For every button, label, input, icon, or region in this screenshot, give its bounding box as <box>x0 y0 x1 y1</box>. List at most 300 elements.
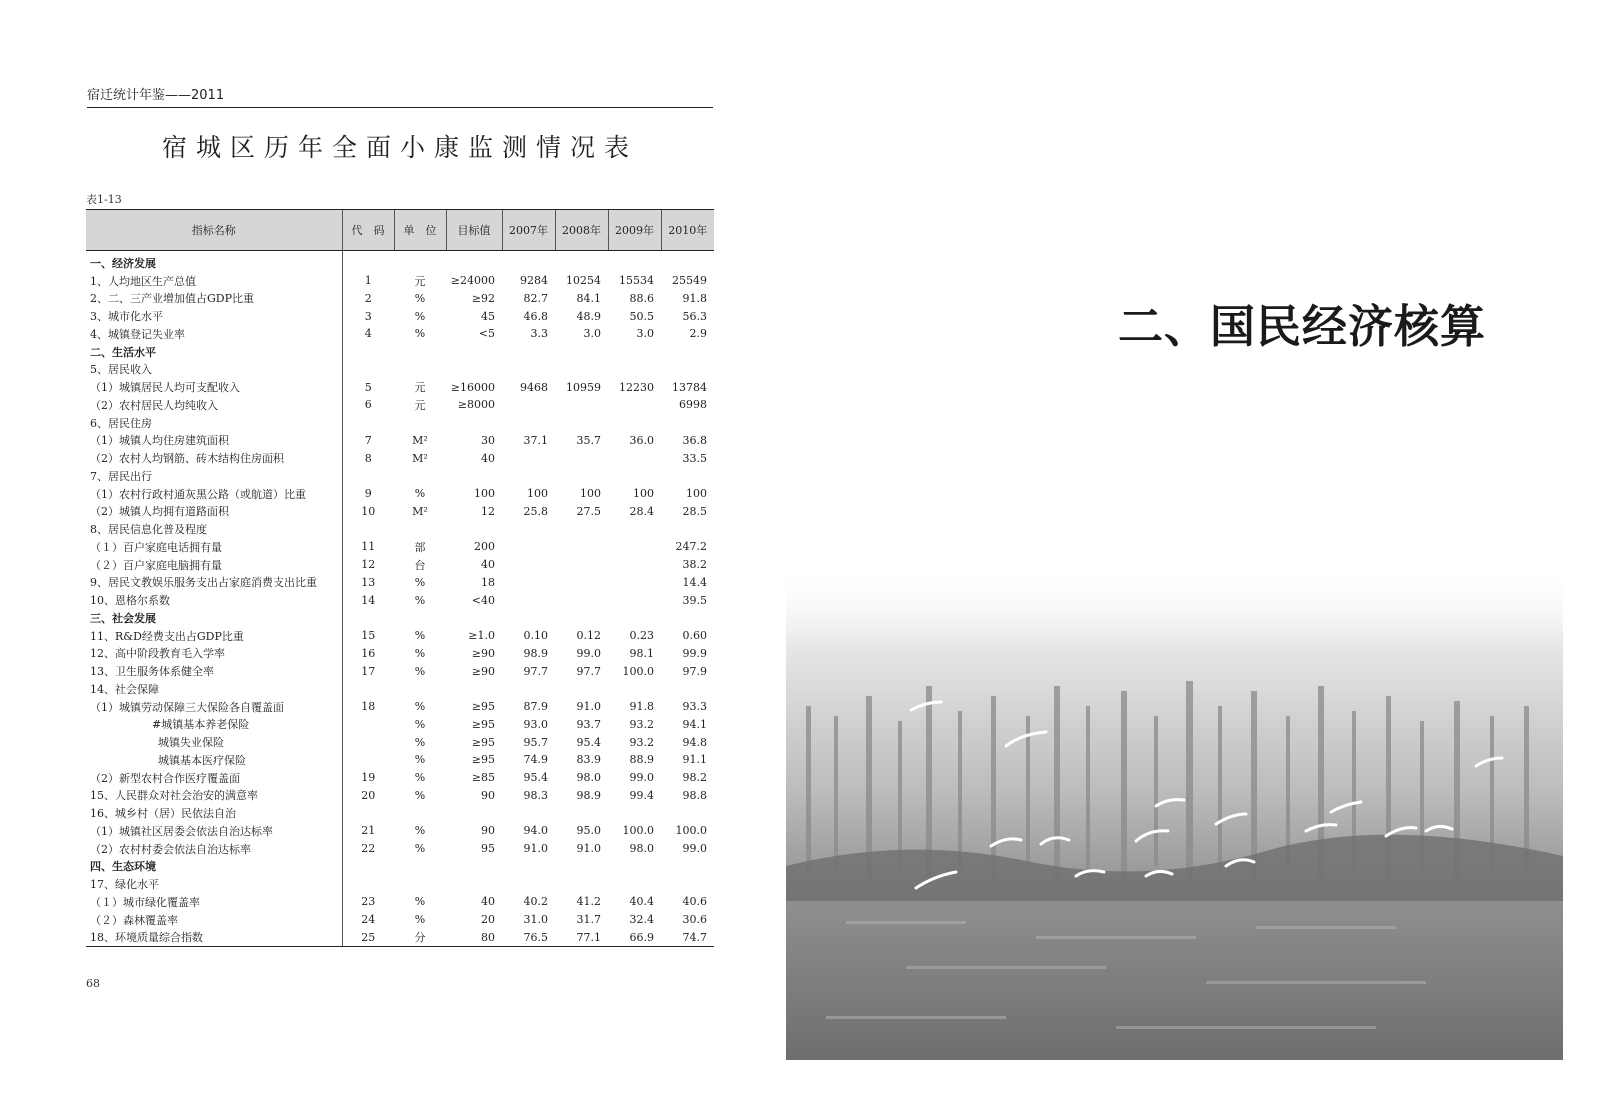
table-row <box>86 733 714 751</box>
row-2007-cell: 98.9 <box>523 646 548 660</box>
row-code-cell: 19 <box>342 769 394 787</box>
row-2008-cell: 95.4 <box>576 735 601 749</box>
row-target-cell <box>446 414 502 432</box>
row-2010-cell <box>661 361 714 379</box>
row-name-cell: 5、居民收入 <box>90 363 152 377</box>
row-unit-cell <box>394 609 446 627</box>
row-2008-cell <box>555 858 608 876</box>
row-2009-cell <box>608 538 661 556</box>
row-2008-cell: 99.0 <box>576 646 601 660</box>
row-name-cell: #城镇基本养老保险 <box>152 718 250 732</box>
row-unit-cell: 分 <box>394 929 446 947</box>
row-code-cell: 24 <box>342 911 394 929</box>
statistics-table <box>86 209 714 947</box>
table-row <box>86 325 714 343</box>
row-2008-cell <box>555 591 608 609</box>
row-target-cell: 40 <box>481 558 495 572</box>
row-code-cell: 20 <box>342 787 394 805</box>
table-row <box>86 538 714 556</box>
row-code-cell: 3 <box>342 307 394 325</box>
row-unit-cell: % <box>414 593 426 607</box>
row-target-cell <box>446 251 502 272</box>
row-code-cell: 5 <box>342 378 394 396</box>
row-unit-cell: % <box>414 575 426 589</box>
row-target-cell: <5 <box>478 327 495 341</box>
row-2008-cell: 95.0 <box>576 824 601 838</box>
row-2010-cell: 25549 <box>672 274 707 288</box>
row-2007-cell <box>502 414 555 432</box>
row-code-cell <box>342 804 394 822</box>
row-name-cell: 7、居民出行 <box>90 469 152 483</box>
row-2007-cell <box>502 556 555 574</box>
row-target-cell <box>446 520 502 538</box>
row-name-cell: （１）城市绿化覆盖率 <box>90 895 200 909</box>
row-2010-cell: 74.7 <box>661 929 714 947</box>
row-2007-cell: 87.9 <box>523 700 548 714</box>
row-target-cell <box>446 343 502 361</box>
row-unit-cell <box>394 804 446 822</box>
row-code-cell: 12 <box>342 556 394 574</box>
row-unit-cell <box>394 251 446 272</box>
row-2007-cell <box>502 609 555 627</box>
column-header-unit: 单 位 <box>394 210 446 251</box>
row-2009-cell: 98.0 <box>629 842 654 856</box>
row-2008-cell <box>555 574 608 592</box>
row-code-cell: 25 <box>342 929 394 947</box>
row-code-cell: 2 <box>342 290 394 308</box>
row-name-cell: 2、二、三产业增加值占GDP比重 <box>90 292 255 306</box>
row-code-cell <box>342 414 394 432</box>
row-code-cell: 4 <box>342 325 394 343</box>
row-2008-cell <box>555 449 608 467</box>
row-2008-cell <box>555 361 608 379</box>
row-2007-cell: 91.0 <box>523 842 548 856</box>
row-code-cell <box>342 751 394 769</box>
table-row <box>86 503 714 521</box>
row-2009-cell <box>608 556 661 574</box>
row-2007-cell <box>502 449 555 467</box>
row-target-cell: 80 <box>446 929 502 947</box>
row-target-cell: ≥95 <box>471 753 495 767</box>
row-unit-cell: 元 <box>414 398 426 412</box>
row-unit-cell: M² <box>412 451 428 465</box>
row-unit-cell: % <box>414 913 426 927</box>
row-2009-cell: 32.4 <box>629 913 654 927</box>
table-row <box>86 680 714 698</box>
row-name-cell: 17、绿化水平 <box>90 878 159 892</box>
row-2009-cell: 99.0 <box>629 771 654 785</box>
row-2009-cell <box>608 361 661 379</box>
row-2009-cell: 28.4 <box>629 504 654 518</box>
row-target-cell: 20 <box>481 913 495 927</box>
row-target-cell <box>446 858 502 876</box>
row-2008-cell: 91.0 <box>576 700 601 714</box>
row-unit-cell: % <box>414 753 426 767</box>
row-2009-cell <box>608 467 661 485</box>
row-unit-cell <box>394 875 446 893</box>
row-2007-cell: 82.7 <box>523 291 548 305</box>
row-2008-cell <box>555 467 608 485</box>
row-unit-cell <box>394 858 446 876</box>
row-unit-cell <box>394 520 446 538</box>
row-target-cell <box>446 361 502 379</box>
row-2007-cell <box>502 875 555 893</box>
row-unit-cell: % <box>414 327 426 341</box>
row-2010-cell <box>661 343 714 361</box>
row-2009-cell <box>608 574 661 592</box>
row-code-cell <box>342 733 394 751</box>
table-row <box>86 485 714 503</box>
row-2008-cell: 3.0 <box>583 327 601 341</box>
row-2007-cell: 25.8 <box>523 504 548 518</box>
row-code-cell <box>342 361 394 379</box>
chapter-title: 二、国民经济核算 <box>1118 300 1487 353</box>
table-row <box>86 893 714 911</box>
row-2009-cell <box>608 875 661 893</box>
row-2008-cell <box>555 538 608 556</box>
row-2007-cell: 95.4 <box>523 771 548 785</box>
table-row <box>86 911 714 929</box>
row-2009-cell: 40.4 <box>629 895 654 909</box>
table-row <box>86 751 714 769</box>
row-2009-cell: 88.6 <box>629 291 654 305</box>
row-2009-cell: 100 <box>633 487 654 501</box>
row-2008-cell: 48.9 <box>576 309 601 323</box>
row-2008-cell <box>555 396 608 414</box>
row-2007-cell <box>502 804 555 822</box>
row-2008-cell: 41.2 <box>576 895 601 909</box>
row-2010-cell: 100 <box>686 487 707 501</box>
row-2010-cell: 97.9 <box>682 664 707 678</box>
row-unit-cell: % <box>414 735 426 749</box>
row-target-cell: 90 <box>481 824 495 838</box>
table-row <box>86 361 714 379</box>
table-row <box>86 556 714 574</box>
row-2007-cell: 95.7 <box>523 735 548 749</box>
row-code-cell <box>342 875 394 893</box>
row-2007-cell <box>502 591 555 609</box>
row-2007-cell <box>502 467 555 485</box>
row-2008-cell: 31.7 <box>576 913 601 927</box>
row-code-cell <box>342 520 394 538</box>
row-unit-cell: 元 <box>414 274 426 288</box>
row-target-cell: 40 <box>481 895 495 909</box>
row-2009-cell <box>608 804 661 822</box>
row-name-cell: 城镇基本医疗保险 <box>158 753 246 767</box>
table-row <box>86 414 714 432</box>
row-code-cell: 17 <box>342 662 394 680</box>
row-target-cell: ≥24000 <box>450 274 495 288</box>
table-title: 宿城区历年全面小康监测情况表 <box>161 133 638 162</box>
row-2008-cell <box>555 556 608 574</box>
row-unit-cell: % <box>414 664 426 678</box>
row-2007-cell: 100 <box>527 487 548 501</box>
row-unit-cell: 部 <box>414 540 426 554</box>
row-unit-cell: % <box>414 291 426 305</box>
row-code-cell <box>342 609 394 627</box>
row-target-cell: 12 <box>481 504 495 518</box>
row-name-cell: 13、卫生服务体系健全率 <box>90 665 214 679</box>
row-unit-cell: M² <box>412 504 428 518</box>
row-2009-cell: 3.0 <box>636 327 654 341</box>
row-2010-cell: 99.9 <box>682 646 707 660</box>
row-target-cell: ≥90 <box>471 646 495 660</box>
row-2009-cell <box>608 343 661 361</box>
row-code-cell <box>342 467 394 485</box>
row-2008-cell: 91.0 <box>576 842 601 856</box>
row-2010-cell: 0.60 <box>682 629 707 643</box>
row-2007-cell <box>502 396 555 414</box>
row-target-cell: 95 <box>481 842 495 856</box>
row-2008-cell: 98.0 <box>576 771 601 785</box>
row-name-cell: （2）农村人均钢筋、砖木结构住房面积 <box>90 452 284 466</box>
row-unit-cell: % <box>414 700 426 714</box>
row-target-cell: ≥95 <box>471 700 495 714</box>
row-2009-cell <box>608 449 661 467</box>
row-2010-cell: 99.0 <box>682 842 707 856</box>
row-2009-cell: 50.5 <box>629 309 654 323</box>
table-body <box>86 251 714 947</box>
row-2007-cell: 46.8 <box>523 309 548 323</box>
row-name-cell: 9、居民文教娱乐服务支出占家庭消费支出比重 <box>90 576 317 590</box>
row-2008-cell <box>555 804 608 822</box>
row-2010-cell <box>661 609 714 627</box>
table-row <box>86 627 714 645</box>
row-target-cell <box>446 804 502 822</box>
row-name-cell: 15、人民群众对社会治安的满意率 <box>90 789 258 803</box>
row-2007-cell <box>502 251 555 272</box>
row-unit-cell: % <box>414 309 426 323</box>
row-2008-cell: 100 <box>580 487 601 501</box>
row-2010-cell: 94.1 <box>682 717 707 731</box>
row-name-cell: （1）农村行政村通灰黑公路（或航道）比重 <box>90 487 306 501</box>
row-name-cell: 1、人均地区生产总值 <box>90 274 196 288</box>
row-unit-cell: 台 <box>414 558 426 572</box>
row-2007-cell: 0.10 <box>523 629 548 643</box>
row-2010-cell: 100.0 <box>675 824 707 838</box>
row-name-cell: 12、高中阶段教育毛入学率 <box>90 647 225 661</box>
row-2010-cell <box>661 804 714 822</box>
row-2010-cell <box>661 414 714 432</box>
row-name-cell: （２）森林覆盖率 <box>90 913 178 927</box>
row-target-cell: ≥92 <box>471 291 495 305</box>
row-name-cell: （2）农村村委会依法自治达标率 <box>90 842 251 856</box>
row-target-cell: ≥95 <box>471 735 495 749</box>
column-header-code: 代 码 <box>342 210 394 251</box>
table-row <box>86 307 714 325</box>
row-code-cell: 15 <box>342 627 394 645</box>
row-name-cell: （2）城镇人均拥有道路面积 <box>90 505 229 519</box>
row-2009-cell <box>608 520 661 538</box>
row-2009-cell: 36.0 <box>629 433 654 447</box>
row-2008-cell: 97.7 <box>576 664 601 678</box>
row-unit-cell: M² <box>412 433 428 447</box>
row-2009-cell: 66.9 <box>608 929 661 947</box>
row-name-cell: 18、环境质量综合指数 <box>86 929 342 947</box>
table-row <box>86 272 714 290</box>
row-2010-cell <box>661 858 714 876</box>
row-2010-cell: 38.2 <box>682 558 707 572</box>
table-row <box>86 840 714 858</box>
row-target-cell: 18 <box>481 575 495 589</box>
row-code-cell: 23 <box>342 893 394 911</box>
row-name-cell: 3、城市化水平 <box>90 310 163 324</box>
row-2007-cell: 98.3 <box>523 788 548 802</box>
row-2009-cell: 12230 <box>619 380 654 394</box>
row-2009-cell: 93.2 <box>629 735 654 749</box>
row-target-cell <box>446 609 502 627</box>
row-2009-cell: 100.0 <box>622 664 654 678</box>
row-2008-cell <box>555 520 608 538</box>
row-2010-cell: 98.2 <box>682 771 707 785</box>
row-2008-cell: 77.1 <box>555 929 608 947</box>
row-code-cell <box>342 680 394 698</box>
row-code-cell: 8 <box>342 449 394 467</box>
row-2008-cell <box>555 343 608 361</box>
row-2009-cell: 88.9 <box>629 753 654 767</box>
row-2008-cell: 93.7 <box>576 717 601 731</box>
row-2008-cell <box>555 251 608 272</box>
column-header-2008: 2008年 <box>555 210 608 251</box>
row-2007-cell <box>502 680 555 698</box>
table-row <box>86 662 714 680</box>
row-name-cell: 14、社会保障 <box>90 682 159 696</box>
row-2009-cell <box>608 414 661 432</box>
row-2010-cell: 39.5 <box>682 593 707 607</box>
column-header-name: 指标名称 <box>86 210 342 251</box>
row-name-cell: 一、经济发展 <box>90 256 156 270</box>
table-row <box>86 290 714 308</box>
row-2008-cell: 98.9 <box>576 788 601 802</box>
table-row <box>86 698 714 716</box>
column-header-2007: 2007年 <box>502 210 555 251</box>
row-name-cell: 四、生态环境 <box>90 860 156 874</box>
row-2008-cell <box>555 609 608 627</box>
row-name-cell: （１）百户家庭电话拥有量 <box>90 540 222 554</box>
row-2008-cell: 0.12 <box>576 629 601 643</box>
row-2007-cell: 3.3 <box>530 327 548 341</box>
table-row <box>86 822 714 840</box>
row-target-cell: ≥16000 <box>450 380 495 394</box>
table-row <box>86 875 714 893</box>
row-unit-cell: % <box>414 895 426 909</box>
wetland-photo <box>786 566 1563 1060</box>
row-name-cell: （1）城镇居民人均可支配收入 <box>90 381 240 395</box>
row-2010-cell: 91.1 <box>682 753 707 767</box>
row-target-cell: ≥8000 <box>457 398 495 412</box>
row-2007-cell <box>502 574 555 592</box>
row-2009-cell: 91.8 <box>629 700 654 714</box>
row-unit-cell <box>394 414 446 432</box>
row-target-cell: 200 <box>474 540 495 554</box>
row-target-cell: <40 <box>471 593 495 607</box>
row-2010-cell: 28.5 <box>682 504 707 518</box>
row-name-cell: （1）城镇人均住房建筑面积 <box>90 434 229 448</box>
row-2007-cell: 37.1 <box>523 433 548 447</box>
row-unit-cell: % <box>414 717 426 731</box>
row-2009-cell: 93.2 <box>629 717 654 731</box>
column-header-2009: 2009年 <box>608 210 661 251</box>
row-2009-cell: 0.23 <box>629 629 654 643</box>
row-unit-cell: % <box>414 629 426 643</box>
row-2007-cell <box>502 520 555 538</box>
row-target-cell: 45 <box>481 309 495 323</box>
row-name-cell: 16、城乡村（居）民依法自治 <box>90 807 236 821</box>
table-row <box>86 858 714 876</box>
table-row <box>86 467 714 485</box>
row-code-cell: 13 <box>342 574 394 592</box>
row-target-cell <box>446 680 502 698</box>
row-unit-cell: % <box>414 771 426 785</box>
row-name-cell: （2）新型农村合作医疗覆盖面 <box>90 771 240 785</box>
row-2007-cell: 93.0 <box>523 717 548 731</box>
row-code-cell: 14 <box>342 591 394 609</box>
table-row <box>86 449 714 467</box>
row-2010-cell: 94.8 <box>682 735 707 749</box>
table-row <box>86 251 714 272</box>
row-unit-cell: % <box>414 788 426 802</box>
table-row <box>86 432 714 450</box>
row-2008-cell: 10959 <box>566 380 601 394</box>
row-target-cell: ≥90 <box>471 664 495 678</box>
row-name-cell: 二、生活水平 <box>90 345 156 359</box>
table-row <box>86 520 714 538</box>
row-2010-cell <box>661 520 714 538</box>
table-number: 表1-13 <box>86 193 122 206</box>
row-2007-cell: 76.5 <box>502 929 555 947</box>
row-unit-cell: % <box>414 842 426 856</box>
row-target-cell <box>446 467 502 485</box>
table-row <box>86 378 714 396</box>
row-code-cell: 9 <box>342 485 394 503</box>
row-2010-cell <box>661 467 714 485</box>
table-row <box>86 716 714 734</box>
row-name-cell: （２）百户家庭电脑拥有量 <box>90 558 222 572</box>
table-row <box>86 804 714 822</box>
row-unit-cell <box>394 467 446 485</box>
row-2010-cell: 56.3 <box>682 309 707 323</box>
row-name-cell: 10、恩格尔系数 <box>90 594 170 608</box>
row-2010-cell: 40.6 <box>682 895 707 909</box>
row-2008-cell: 83.9 <box>576 753 601 767</box>
row-2007-cell <box>502 538 555 556</box>
row-2009-cell <box>608 396 661 414</box>
row-2010-cell: 13784 <box>672 380 707 394</box>
row-2010-cell: 2.9 <box>689 327 707 341</box>
row-2007-cell: 74.9 <box>523 753 548 767</box>
row-unit-cell: % <box>414 824 426 838</box>
table-row <box>86 396 714 414</box>
row-2009-cell <box>608 858 661 876</box>
row-2009-cell <box>608 609 661 627</box>
row-target-cell <box>446 875 502 893</box>
row-unit-cell <box>394 361 446 379</box>
row-2007-cell: 31.0 <box>523 913 548 927</box>
row-code-cell: 21 <box>342 822 394 840</box>
row-2010-cell <box>661 680 714 698</box>
row-2007-cell: 40.2 <box>523 895 548 909</box>
table-row <box>86 769 714 787</box>
table-row <box>86 929 714 947</box>
row-2010-cell: 93.3 <box>682 700 707 714</box>
table-row <box>86 343 714 361</box>
row-2007-cell <box>502 361 555 379</box>
row-target-cell: 30 <box>481 433 495 447</box>
row-2010-cell: 98.8 <box>682 788 707 802</box>
row-unit-cell <box>394 680 446 698</box>
row-2008-cell <box>555 414 608 432</box>
row-2010-cell: 247.2 <box>675 540 707 554</box>
